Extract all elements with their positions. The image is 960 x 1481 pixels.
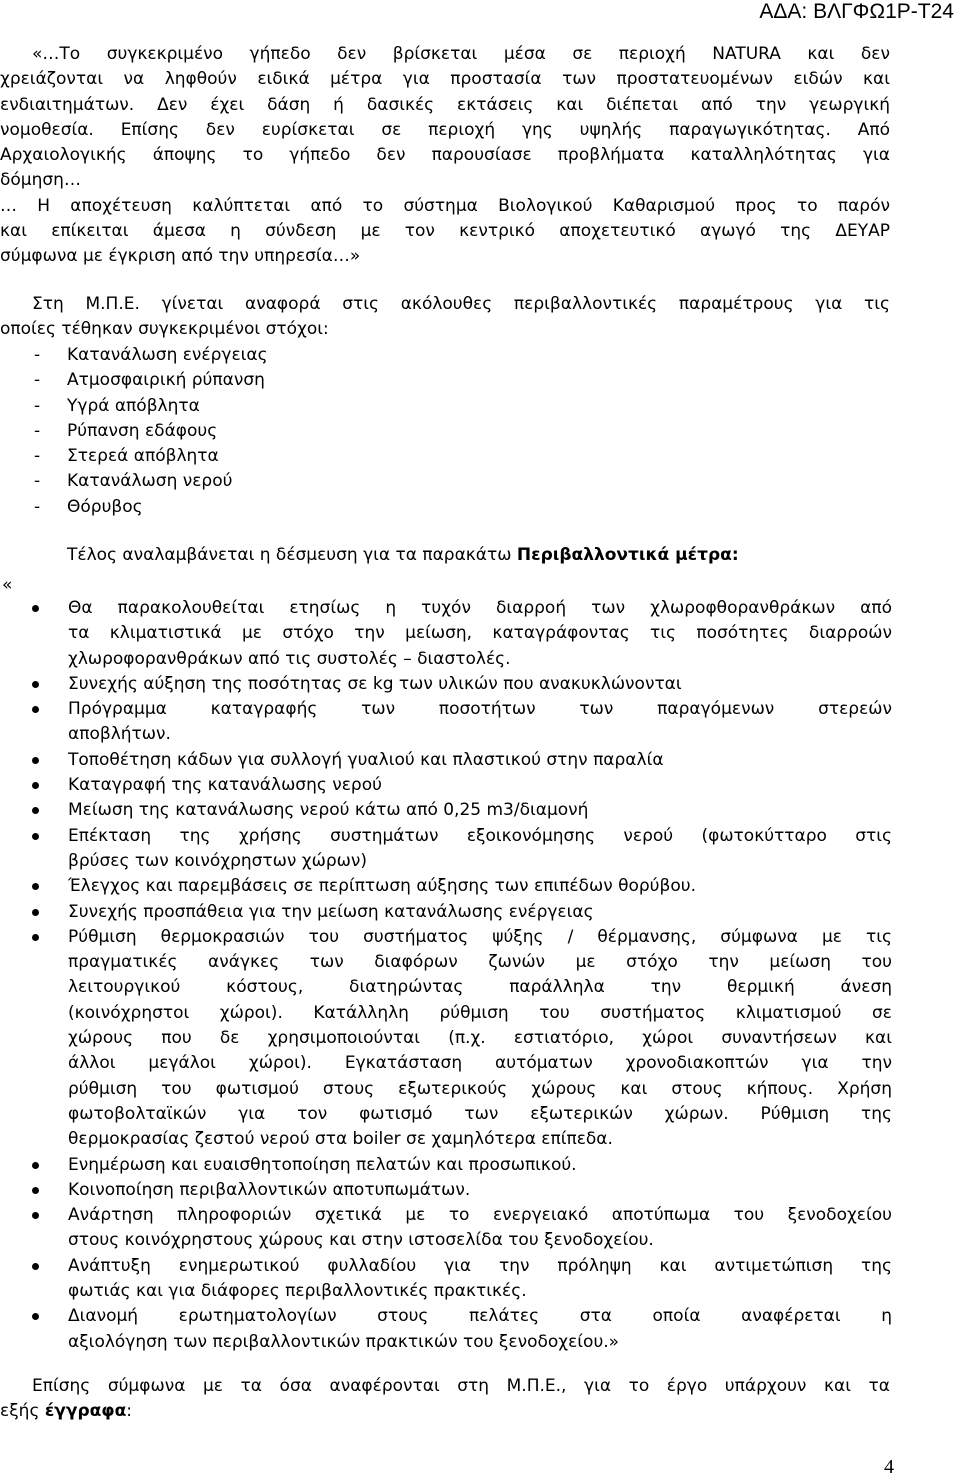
- bullet-icon: [32, 706, 39, 713]
- list-item: [32, 798, 892, 823]
- quote-paragraph: [0, 42, 890, 270]
- text-line: χλωροφορανθράκων από τις συστολές – διαστολές.: [68, 648, 511, 669]
- bullet-icon: [32, 833, 39, 840]
- list-item: [32, 1203, 892, 1254]
- text-line: σύμφωνα με έγκριση από την υπηρεσία…»: [0, 246, 361, 267]
- bullet-icon: [32, 807, 39, 814]
- bullet-icon: [32, 909, 39, 916]
- list-item: [32, 824, 892, 875]
- list-item: - Ρύπανση εδάφους: [34, 420, 218, 441]
- bullet-icon: [32, 1212, 39, 1219]
- closing-paragraph: [0, 1374, 890, 1425]
- measures-intro: [67, 543, 739, 568]
- list-item: [32, 1178, 892, 1203]
- intro-text: Τέλος αναλαμβάνεται η δέσμευση για τα παρακάτω: [67, 545, 517, 565]
- intro-bold: Περιβαλλοντικά μέτρα:: [516, 545, 739, 565]
- text-line: αξιολόγηση των περιβαλλοντικών πρακτικών του ξενοδοχείου.»: [68, 1331, 620, 1352]
- list-item: [32, 773, 892, 798]
- text-line: πραγματικές ανάγκες των διαφόρων ζωνών με στόχο την μείωση του: [68, 952, 892, 973]
- list-item: [32, 1254, 892, 1305]
- bullet-icon: [32, 1162, 39, 1169]
- text-line: χώρους που δε χρησιμοποιούνται (π.χ. εστιατόριο, χώροι συναντήσεων και: [68, 1028, 892, 1049]
- list-item: [32, 1153, 892, 1178]
- text-line: φωτιάς και για διάφορες περιβαλλοντικές πρακτικές.: [68, 1281, 527, 1302]
- list-item: [32, 900, 892, 925]
- text-line: Διανομή ερωτηματολογίων στους πελάτες στα οποία αναφέρεται η: [68, 1306, 892, 1327]
- text-line: Συνεχής προσπάθεια για την μείωση κατανάλωσης ενέργειας: [68, 901, 594, 922]
- open-quote: «: [2, 575, 13, 595]
- list-item: - Κατανάλωση νερού: [34, 471, 233, 492]
- list-item: - Στερεά απόβλητα: [34, 446, 219, 467]
- ada-code: ΑΔΑ: ΒΛΓΦΩ1Ρ-Τ24: [759, 0, 954, 23]
- text-line: Καταγραφή της κατανάλωσης νερού: [68, 775, 382, 796]
- text-line: Στη Μ.Π.Ε. γίνεται αναφορά στις ακόλουθες περιβαλλοντικές παραμέτρους για τις: [32, 294, 890, 314]
- text-line: χρειάζονται να ληφθούν ειδικά μέτρα για προστασία των προστατευομένων ειδών και: [0, 69, 890, 90]
- bullet-icon: [32, 1263, 39, 1270]
- list-item: [32, 596, 892, 672]
- text-line: άλλοι μεγάλοι χώροι). Εγκατάσταση αυτόματων χρονοδιακοπτών για την: [68, 1053, 892, 1074]
- text-line: θερμοκρασίας ζεστού νερού στα boiler σε χαμηλότερα επίπεδα.: [68, 1129, 613, 1150]
- text-line: Κοινοποίηση περιβαλλοντικών αποτυπωμάτων.: [68, 1179, 471, 1200]
- text-line: Τοποθέτηση κάδων για συλλογή γυαλιού και πλαστικού στην παραλία: [68, 749, 664, 770]
- text-line: δόμηση…: [0, 170, 81, 191]
- bullet-icon: [32, 1313, 39, 1320]
- bullet-icon: [32, 1187, 39, 1194]
- text-line: Έλεγχος και παρεμβάσεις σε περίπτωση αύξησης των επιπέδων θορύβου.: [68, 876, 697, 897]
- text-line: ρύθμιση του φωτισμού στους εξωτερικούς χώρους και στους κήπους. Χρήση: [68, 1078, 892, 1099]
- text-line: … Η αποχέτευση καλύπτεται από το σύστημα Βιολογικού Καθαρισμού προς το παρόν: [0, 195, 890, 216]
- bullet-icon: [32, 757, 39, 764]
- text-line: Πρόγραμμα καταγραφής των ποσοτήτων των παραγόμενων στερεών: [68, 699, 892, 720]
- bullet-icon: [32, 681, 39, 688]
- bullet-icon: [32, 605, 39, 612]
- text-line: φωτοβολταϊκών για τον φωτισμό των εξωτερικών χώρων. Ρύθμιση της: [68, 1103, 892, 1124]
- list-item: - Κατανάλωση ενέργειας: [34, 345, 268, 365]
- text-line: Επέκταση της χρήσης συστημάτων εξοικονόμησης νερού (φωτοκύτταρο στις: [68, 825, 892, 846]
- text-line: βρύσες των κοινόχρηστων χώρων): [68, 850, 368, 871]
- text-line: νομοθεσία. Επίσης δεν ευρίσκεται σε περιοχή γης υψηλής παραγωγικότητας. Από: [0, 119, 890, 140]
- list-item: - Υγρά απόβλητα: [34, 395, 200, 416]
- list-item: [32, 672, 892, 697]
- text-line: Ανάρτηση πληροφοριών σχετικά με το ενεργειακό αποτύπωμα του ξενοδοχείου: [68, 1205, 892, 1226]
- mpe-paragraph: [0, 292, 890, 343]
- text-line: Ενημέρωση και ευαισθητοποίηση πελατών και προσωπικού.: [68, 1154, 577, 1175]
- text-line: και επίκειται άμεσα η σύνδεση με τον κεντρικό αποχετευτικό αγωγό της ΔΕΥΑΡ: [0, 221, 890, 242]
- text-line: αποβλήτων.: [68, 724, 171, 745]
- measures-list: [32, 596, 892, 1355]
- page-number: 4: [884, 1456, 894, 1478]
- text-line: Συνεχής αύξηση της ποσότητας σε kg των υλικών που ανακυκλώνονται: [68, 673, 682, 694]
- text-line: οποίες τέθηκαν συγκεκριμένοι στόχοι:: [0, 319, 329, 340]
- text-line: εξής έγγραφα:: [0, 1401, 133, 1422]
- text-line: (κοινόχρηστοι χώροι). Κατάλληλη ρύθμιση του συστήματος κλιματισμού σε: [68, 1002, 892, 1023]
- text-line: Επίσης σύμφωνα με τα όσα αναφέρονται στη Μ.Π.Ε., για το έργο υπάρχουν και τα: [32, 1376, 890, 1396]
- list-item: [32, 697, 892, 748]
- text-line: ενδιαιτημάτων. Δεν έχει δάση ή δασικές εκτάσεις και διέπεται από την γεωργική: [0, 94, 890, 115]
- list-item: - Θόρυβος: [34, 496, 143, 517]
- text-line: Αρχαιολογικής άποψης το γήπεδο δεν παρουσίασε προβλήματα καταλληλότητας για: [0, 145, 890, 166]
- text-line: Ανάπτυξη ενημερωτικού φυλλαδίου για την πρόληψη και αντιμετώπιση της: [68, 1255, 892, 1276]
- text-line: «…Το συγκεκριμένο γήπεδο δεν βρίσκεται μέσα σε περιοχή NATURA και δεν: [32, 44, 890, 64]
- bullet-icon: [32, 883, 39, 890]
- text-line: τα κλιματιστικά με στόχο την μείωση, καταγράφοντας τις ποσότητες διαρροών: [68, 623, 892, 644]
- list-item: [32, 874, 892, 899]
- list-item: [32, 925, 892, 1153]
- bullet-icon: [32, 782, 39, 789]
- parameters-list: [34, 343, 634, 520]
- list-item: [32, 1304, 892, 1355]
- text-line: Ρύθμιση θερμοκρασιών του συστήματος ψύξης / θέρμανσης, σύμφωνα με τις: [68, 926, 892, 947]
- text-line: Μείωση της κατανάλωσης νερού κάτω από 0,25 m3/διαμονή: [68, 800, 589, 821]
- list-item: - Ατμοσφαιρική ρύπανση: [34, 370, 265, 391]
- list-item: [32, 748, 892, 773]
- text-line: Θα παρακολουθείται ετησίως η τυχόν διαρροή των χλωροφθορανθράκων από: [68, 598, 892, 618]
- text-line: στους κοινόχρηστους χώρους και στην ιστοσελίδα του ξενοδοχείου.: [68, 1230, 654, 1251]
- bullet-icon: [32, 934, 39, 941]
- text-line: λειτουργικού κόστους, διατηρώντας παράλληλα την θερμική άνεση: [68, 977, 892, 998]
